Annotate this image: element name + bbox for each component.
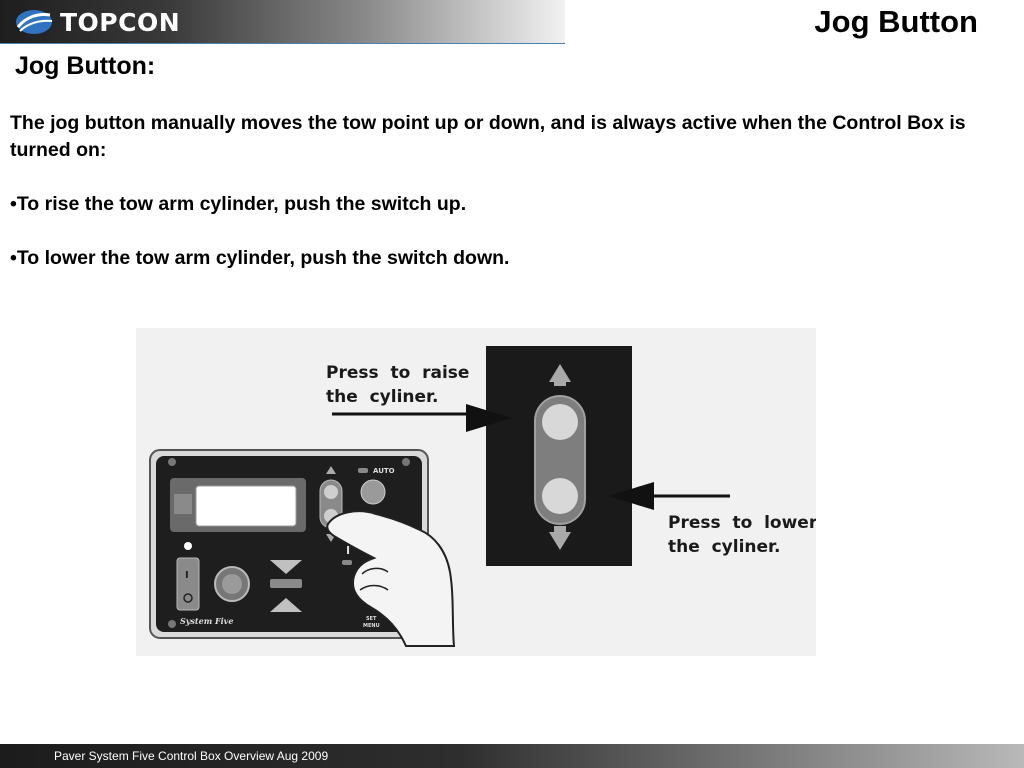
control-box-figure <box>136 328 816 656</box>
section-heading: Jog Button: <box>15 52 156 80</box>
footer-text: Paver System Five Control Box Overview Aug 2009 <box>54 749 329 763</box>
topcon-logo <box>14 6 180 38</box>
raise-caption-line1: Press to raise <box>326 363 470 383</box>
set-label: SET <box>366 616 377 622</box>
topcon-globe-icon <box>14 7 54 37</box>
raise-arrow <box>332 404 512 432</box>
bullet-raise: •To rise the tow arm cylinder, push the switch up. <box>10 193 467 215</box>
control-box-illustration <box>136 328 816 656</box>
auto-label: AUTO <box>373 467 395 475</box>
svg-text:I: I <box>185 570 189 581</box>
header-accent-line <box>0 43 565 44</box>
intro-paragraph: The jog button manually moves the tow point up or down, and is always active when the Control Box is turned on: <box>10 112 966 161</box>
panel-brand-label: System Five <box>180 616 234 626</box>
lower-caption-line2: the cyliner. <box>668 537 781 557</box>
footer-bar <box>0 744 1024 768</box>
slide-title: Jog Button <box>814 4 978 39</box>
logo-text: TOPCON <box>60 7 181 37</box>
raise-caption-line2: the cyliner. <box>326 387 439 407</box>
body-text <box>10 110 1000 272</box>
svg-text:I: I <box>346 544 351 557</box>
lower-caption-line1: Press to lower <box>668 513 816 533</box>
jog-switch-detail <box>486 346 632 566</box>
bullet-lower: •To lower the tow arm cylinder, push the switch down. <box>10 247 510 269</box>
menu-label: MENU <box>363 623 380 629</box>
